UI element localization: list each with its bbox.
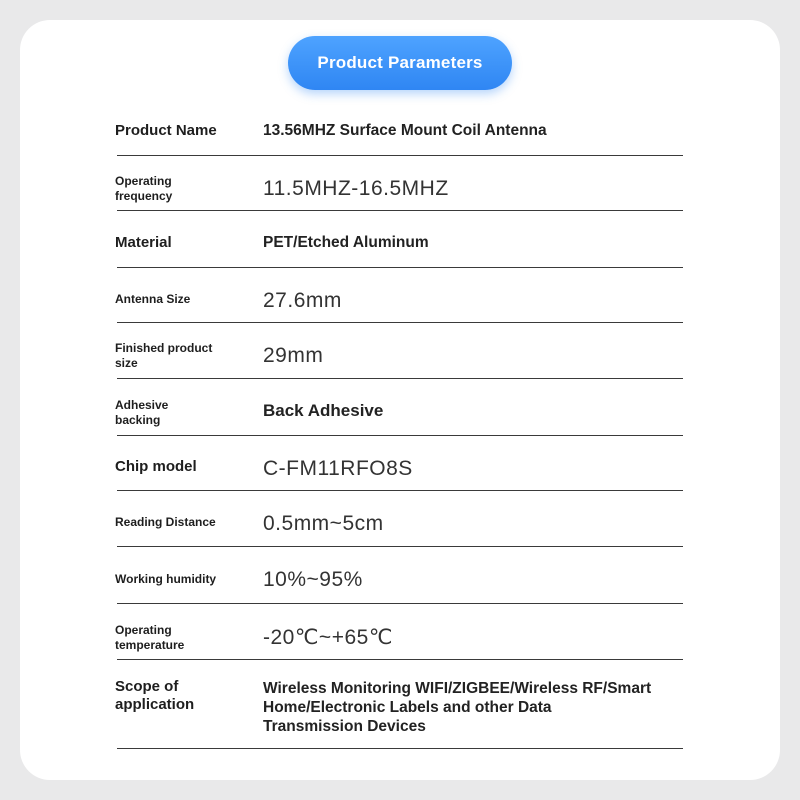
- param-value-line: Transmission Devices: [263, 718, 426, 735]
- param-value: [263, 679, 693, 736]
- param-value: Back Adhesive: [263, 401, 384, 420]
- param-row-scope-of-application: [117, 659, 683, 749]
- param-label-line: Operating: [115, 623, 172, 637]
- param-value-line: Home/Electronic Labels and other Data: [263, 699, 552, 716]
- param-row-product-name: [117, 110, 683, 156]
- param-label: Working humidity: [115, 572, 217, 586]
- param-label-line: Operating: [115, 174, 172, 188]
- product-parameters-badge: [288, 36, 512, 90]
- param-label-line: backing: [115, 413, 161, 427]
- param-label-line: Scope of: [115, 678, 179, 695]
- param-value: -20℃~+65℃: [263, 626, 393, 649]
- param-label: Reading Distance: [115, 515, 216, 529]
- param-value: 10%~95%: [263, 568, 363, 591]
- param-row-adhesive-backing: [117, 378, 683, 436]
- param-label: [115, 398, 168, 428]
- param-row-operating-temperature: [117, 603, 683, 660]
- param-label: [115, 678, 194, 714]
- param-label-line: temperature: [115, 638, 185, 652]
- param-row-operating-frequency: [117, 155, 683, 211]
- param-label-line: application: [115, 696, 195, 713]
- param-row-antenna-size: [117, 267, 683, 323]
- param-row-material: [117, 210, 683, 268]
- badge-title: Product Parameters: [317, 53, 483, 72]
- param-row-working-humidity: [117, 546, 683, 604]
- param-label: Antenna Size: [115, 292, 191, 306]
- param-label-line: Adhesive: [115, 398, 169, 412]
- param-value: 13.56MHZ Surface Mount Coil Antenna: [263, 122, 547, 139]
- param-value: 0.5mm~5cm: [263, 512, 384, 535]
- param-row-reading-distance: [117, 490, 683, 547]
- param-value: PET/Etched Aluminum: [263, 234, 429, 251]
- param-value: 27.6mm: [263, 289, 342, 312]
- param-label: Material: [115, 234, 172, 251]
- param-value: 29mm: [263, 344, 324, 367]
- param-value: 11.5MHZ-16.5MHZ: [263, 177, 449, 200]
- param-row-finished-product-size: [117, 322, 683, 379]
- param-label: Product Name: [115, 122, 217, 139]
- param-label: [115, 174, 172, 204]
- param-label: Chip model: [115, 458, 197, 475]
- param-label-line: Finished product: [115, 341, 213, 355]
- param-label-line: frequency: [115, 189, 173, 203]
- param-label: [115, 341, 212, 371]
- param-row-chip-model: [117, 435, 683, 491]
- param-value: C-FM11RFO8S: [263, 457, 413, 480]
- param-value-line: Wireless Monitoring WIFI/ZIGBEE/Wireless RF/Smart: [263, 680, 652, 697]
- param-label-line: size: [115, 356, 138, 370]
- param-label: [115, 623, 184, 653]
